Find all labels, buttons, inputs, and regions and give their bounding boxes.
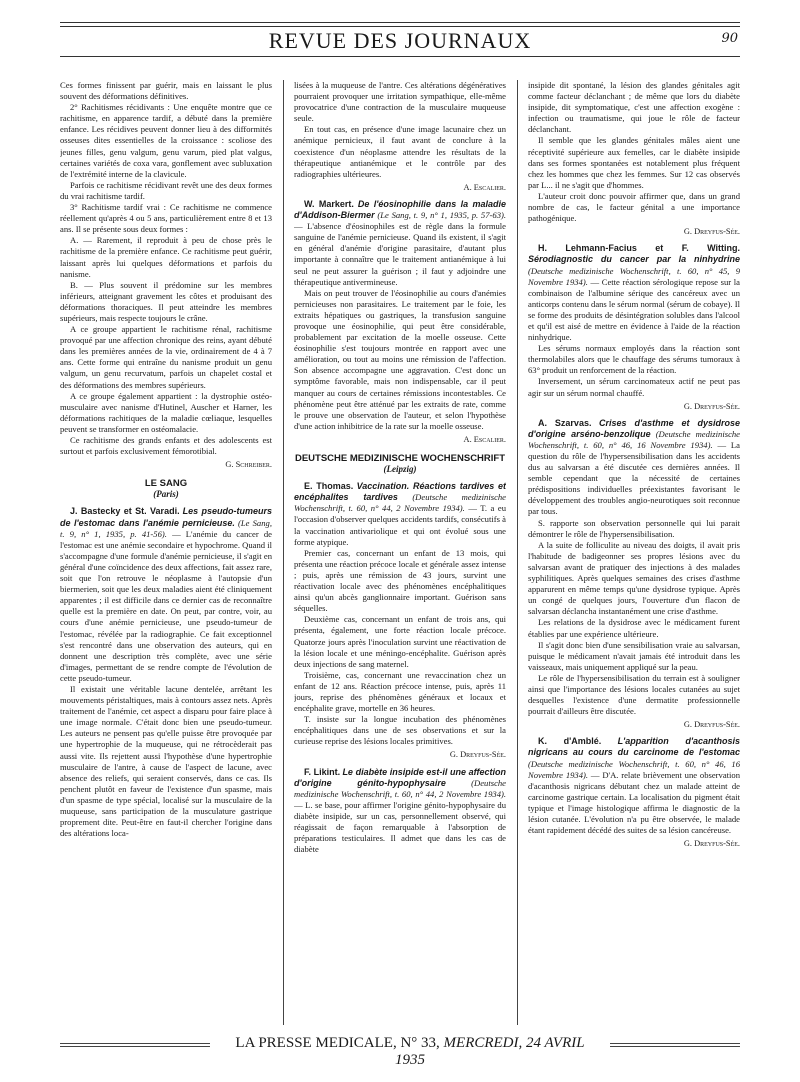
article (294, 767, 506, 856)
article-authors: K. d'Amblé. (538, 736, 602, 747)
paragraph: T. insiste sur la longue incubation des phénomènes encéphalitiques dans une de ses observations et sur la curieuse reprise des lésions locales primitives. (294, 714, 506, 747)
article-title: Les pseudo-tumeurs de l'estomac dans l'anémie pernicieuse. (60, 506, 272, 528)
masthead-rule (60, 22, 740, 23)
column-1 (60, 80, 272, 1025)
masthead-rule (60, 56, 740, 57)
footer-rule (60, 1043, 210, 1044)
footer-issue: N° 33, (400, 1035, 440, 1051)
article-authors: A. Szarvas. (538, 417, 592, 428)
column-divider (283, 80, 284, 1025)
article-source: (Deutsche medizinische Wochenschrift, t. 60, n° 45, 9 Novembre 1934). (528, 265, 740, 287)
article (294, 199, 506, 288)
paragraph: insipide dit spontané, la lésion des glandes génitales agit comme facteur déclanchant ; de même que lors du diabète insipide, dit symptomatique, c'est une affection exogène : infection ou traumatisme, qui joue le rôle de facteur déclanchant. (528, 80, 740, 135)
paragraph: Il existait une véritable lacune dentelée, arrêtant les mouvements péristaltiques, mais à contours assez nets. Après traitement de l'anémie, cet aspect a disparu pour faire place à une image normale. C'était donc bien une pseudo-tumeur. Les auteurs ne pensent pas qu'elle puisse être provoquée par une hypertrophie de la muqueuse, qui ne rétrocèderait pas aussi vite. Ils rejettent aussi l'hypothèse d'une hypertrophie musculaire de l'antre, à cause de l'aspect de lacune, avec absence des reliefs, qui seraient conservés, dans ce cas. Ils penchent plutôt en faveur de l'existence d'un spasme, mais d'un spasme de type spécial, localisé sur la musculaire de la muqueuse, sans participation de la musculature gastrique proprement dite. Peut-être en faut-il chercher l'origine dans des altérations loca- (60, 683, 272, 839)
article-authors: F. Likint. (304, 766, 341, 777)
paragraph: Les relations de la dysidrose avec le médicament furent établies par une expérience ultérieure. (528, 617, 740, 639)
column-2 (294, 80, 506, 1025)
signature: G. Dreyfus-Sée. (683, 401, 740, 411)
signature: G. Dreyfus-Sée. (449, 750, 506, 760)
paragraph: A la suite de folliculite au niveau des doigts, il avait pris l'habitude de badigeonner ses propres lésions avec du salvarsan avant de pratiquer des injections à des malades syphilitiques. Après quelques semaines des crises d'asthme apparurent en même temps qu'une dysidrose typique. Après un congé de quelques jours, l'ouverture d'un flacon de salvarsan déclancha instantanément une crise d'asthme. (528, 539, 740, 617)
footer-date: 24 AVRIL 1935 (395, 1035, 585, 1068)
article-source: (Le Sang, t. 9, n° 1, 1935, p. 41-56). (60, 517, 272, 539)
article (528, 418, 740, 518)
paragraph: Le rôle de l'hypersensibilisation du terrain est à souligner ainsi que l'importance des lésions locales cutanées au sujet desquelles l'existence d'une dermatite professionnelle pourrait d'ailleurs être discutée. (528, 672, 740, 717)
column-divider (517, 80, 518, 1025)
article-source: (Deutsche medizinische Wochenschrift, t. 60, n° 46, 16 Novembre 1934). (528, 428, 740, 450)
article-body: — Cette réaction sérologique repose sur la combinaison de l'albumine sérique des cancéreux avec un anticorps contenu dans le sérum normal (sérum de cobaye). Il se forme des produits de désintégration solubles dans l'alcool et qu'il est aisé de mettre en évidence à l'aide de la réaction ninhydrique. (528, 276, 740, 343)
signature: G. Dreyfus-Sée. (683, 227, 740, 237)
paragraph: Il s'agit donc bien d'une sensibilisation vraie au salvarsan, puisque le médicament n'avait jamais été introduit dans les vaisseaux, mais uniquement appliqué sur la peau. (528, 639, 740, 672)
section-heading: DEUTSCHE MEDIZINISCHE WOCHENSCHRIFT (294, 453, 506, 464)
paragraph: Ce rachitisme des grands enfants et des adolescents est surtout et parfois exclusivement fémorotibial. (60, 435, 272, 457)
page-number: 90 (721, 31, 738, 46)
paragraph: A ce groupe appartient le rachitisme rénal, rachitisme provoqué par une affection chronique des reins, ayant débuté dans les premières années de la vie, ordinairement de 4 à 7 ans. Cette forme qui entraîne du nanisme produit un genu valgum, un genu recurvatum, parfois un chapelet costal et des déformations des membres supérieurs. (60, 324, 272, 390)
article-body: — D'A. relate brièvement une observation d'acanthosis nigricans débutant chez un malade atteint de carcinome gastrique certain. La localisation du pigment était typique et l'image histologique affirma le diagnostic de la lésion cutanée. L'évolution n'a pu être observée, le malade étant rapidement décédé des suites de sa lésion cancéreuse. (528, 769, 740, 836)
footer-text: LA PRESSE MEDICALE, N° 33, MERCREDI, 24 AVRIL 1935 (235, 1035, 585, 1068)
paragraph: B. — Plus souvent il prédomine sur les membres inférieurs, atteignant gravement les côtes et produisant des déformations thoraciques. Il peut atteindre les membres supérieurs, mais respecte toujours le crâne. (60, 279, 272, 323)
article-body: — La question du rôle de l'hypersensibilisation dans les accidents dus au salvarsan a été discutée ces dernières années. Il semble cependant que la nécessité de certaines prédispositions individuelles préexistantes favorisant le développement des troubles angio-neurotiques soit reconnue par tous. (528, 439, 740, 517)
article-title: De l'éosinophilie dans la maladie d'Addison-Biermer (294, 198, 506, 221)
article-source: (Deutsche medizinische Wochenschrift, t. 60, n° 44, 2 Novembre 1934). (294, 492, 506, 514)
article-title: L'apparition d'acanthosis nigricans au cours du carcinome de l'estomac (528, 736, 740, 758)
signature: G. Dreyfus-Sée. (683, 839, 740, 849)
article-body: — L. se base, pour affirmer l'origine génito-hypophysaire du diabète insipide, sur un cas, personnellement observé, qui réagissait de façon remarquable à l'absorption de préparations testiculaires. Il admet que dans les cas de diabète (294, 799, 506, 855)
article-title: Sérodiagnostic du cancer par la ninhydrine (528, 254, 740, 265)
section-subheading: (Paris) (153, 489, 179, 500)
article-authors: W. Markert. (304, 198, 354, 209)
section-subheading: (Leipzig) (383, 464, 417, 475)
paragraph: A ce groupe également appartient : la dystrophie ostéo-musculaire avec nanisme d'Hutinel, Auscher et Harner, les déformations rachitiques de la maladie cœliaque, lesquelles peuvent se transformer en ostéomalacie. (60, 390, 272, 434)
footer-rule (610, 1046, 740, 1047)
article-title: Le diabète insipide est-il une affection d'origine génito-hypophysaire (294, 766, 506, 788)
paragraph: En tout cas, en présence d'une image lacunaire chez un anémique pernicieux, il faut avant de conclure à la coexistence d'un néoplasme attendre les résultats de la thérapeutique antianémique et le contrôle par des radiographies ultérieures. (294, 124, 506, 179)
paragraph: 2° Rachitismes récidivants : Une enquête montre que ce rachitisme, en apparence tardif, a débuté dans la première enfance. Les récidives peuvent donner lieu à des difformités osseuses dites essentielles de la croissance : scoliose des jeunes filles, genu valgum, genu varum, pied plat valgus, certaines variétés de coxa vara, gonflement avec subluxation de l'extrémité interne de la clavicule. (60, 102, 272, 179)
article-authors: H. Lehmann-Facius et F. Witting. (538, 243, 740, 254)
signature: G. Dreyfus-Sée. (683, 720, 740, 730)
paragraph: Deuxième cas, concernant un enfant de trois ans, qui présenta, également, une forte réaction locale précoce. Quatorze jours après l'inoculation survint une réactivation de la lésion locale et une méningo-encéphalite. Guérison après deux injections de sang maternel. (294, 614, 506, 669)
article-title: Vaccination. Réactions tardives et encéphalites tardives (294, 481, 506, 503)
article-authors: J. Bastecky et St. Varadi. (70, 506, 180, 517)
section-heading: LE SANG (144, 478, 188, 490)
paragraph: A. — Rarement, il reproduit à peu de chose près le rachitisme de la première enfance. Ce rachitisme peut guérir, laissant après lui quelques déformations et parfois du nanisme. (60, 235, 272, 279)
paragraph: 3° Rachitisme tardif vrai : Ce rachitisme ne commence réellement qu'après 4 ou 5 ans, particulièrement entre 8 et 13 ans. Il se présente sous deux formes : (60, 202, 272, 235)
article-source: (Deutsche medizinische Wochenschrift, t. 60, n° 46, 16 Novembre 1934). (528, 758, 740, 780)
paragraph: Premier cas, concernant un enfant de 13 mois, qui présenta une réaction précoce locale et générale assez intense ; puis, après une rémission de 43 jours, survint une réactivation locale avec des phénomènes encéphalitiques ainsi qu'un abcès ganglionnaire important. Guérison sans séquelles. (294, 547, 506, 614)
masthead-rule (60, 26, 740, 27)
article (528, 243, 740, 343)
paragraph: Parfois ce rachitisme récidivant revêt une des deux formes du vrai rachitisme tardif. (60, 179, 272, 201)
footer-day: MERCREDI, (443, 1035, 523, 1051)
article (528, 736, 740, 836)
paragraph: Mais on peut trouver de l'éosinophilie au cours d'anémies pernicieuses non parasitaires. Le traitement par le foie, les extraits hépatiques ou gastriques, la transfusion sanguine provoque une éosinophilie, qui peut être considérable, probablement par excitation de la moelle osseuse. Cette éosinophilie s'est toujours montrée en rapport avec une amélioration, ou tout au moins une rémission de l'affection. Son absence accompagne une aggravation. C'est donc un symptôme favorable, mais non indispensable, car il peut manquer au cours de certaines rémissions incontestables. Ce phénomène peut être atténué par les extraits de rate, comme le prouve une observation de l'auteur, et selon l'hypothèse d'une action inhibitrice de la rate sur la moelle osseuse. (294, 287, 506, 431)
signature: A. Escalier. (463, 182, 506, 192)
column-3 (528, 80, 740, 1025)
paragraph: S. rapporte son observation personnelle qui lui parait démontrer le rôle de l'hypersensibilisation. (528, 517, 740, 539)
page-footer (60, 1033, 740, 1068)
article-title: Crises d'asthme et dysidrose d'origine arséno-benzolique (528, 417, 740, 439)
paragraph: Il semble que les glandes génitales mâles aient une réceptivité supérieure aux femelles, car le diabète insipide dans ses formes spontanées est notablement plus fréquent chez les hommes que chez les femmes. Sur 12 cas observés par L... il ne s'agit que d'hommes. (528, 135, 740, 190)
paragraph: lisées à la muqueuse de l'antre. Ces altérations dégénératives pourraient provoquer une irritation sympathique, elle-même provocatrice d'une contraction de la musculaire muqueuse seule. (294, 80, 506, 124)
article-authors: E. Thomas. (304, 481, 354, 492)
signature: A. Escalier. (463, 434, 506, 444)
signature: G. Schreiber. (225, 460, 272, 470)
article-source: (Deutsche medizinische Wochenschrift, t. 60, n° 44, 2 Novembre 1934). (294, 777, 506, 799)
paragraph: Inversement, un sérum carcinomateux actif ne peut pas agir sur un sérum normal chauffé. (528, 376, 740, 398)
footer-journal: LA PRESSE MEDICALE (235, 1035, 393, 1051)
article-body: — L'absence d'éosinophiles est de règle dans la formule sanguine de l'anémie pernicieuse. Quand ils existent, il s'agit en général d'anémie d'origine parasitaire, d'autant plus importante à connaître que le traitement antianémique à lui seul ne peut assurer la guérison ; il faut y adjoindre une thérapeutique antivermineuse. (294, 221, 506, 287)
footer-rule (60, 1046, 210, 1047)
article (294, 481, 506, 548)
paragraph: Ces formes finissent par guérir, mais en laissant le plus souvent des déformations définitives. (60, 80, 272, 102)
article-source: (Le Sang, t. 9, n° 1, 1935, p. 57-63). (377, 210, 506, 221)
paragraph: L'auteur croit donc pouvoir affirmer que, dans un grand nombre de cas, le facteur génital a une importance pathogénique. (528, 190, 740, 224)
article (60, 506, 272, 684)
paragraph: Les sérums normaux employés dans la réaction sont thermolabiles alors que le chauffage des sérums tumoraux à 63° produit un renforcement de la réaction. (528, 343, 740, 376)
paragraph: Troisième, cas, concernant une revaccination chez un enfant de 12 ans. Réaction précoce intense, puis, après 11 jours, reprise des phénomènes généraux et locaux et encéphalite grave, mortelle en 36 heures. (294, 669, 506, 714)
page-title: REVUE DES JOURNAUX (268, 28, 532, 53)
article-body: — L'anémie du cancer de l'estomac est une anémie secondaire et hypochrome. Quand il s'accompagne d'une formule d'anémie pernicieuse, il s'agit en général d'une coïncidence des deux affections, fait assez rare, soit que l'on retrouve le néoplasme à l'autopsie d'un biermerien, soit que les deux maladies aient été cliniquement apparentes ; il est difficile dans ce dernier cas de reconnaître quelle est la première en date. On peut, par contre, voir, au cours d'une anémie pernicieuse, une pseudo-tumeur de l'estomac, révélée par la radiographie. Ce fait exceptionnel s'est rencontré dans une observation des auteurs, qui en donnent une description très complète, avec une série d'images, permettant de se rendre compte de l'évolution de cette pseudo-tumeur. (60, 528, 272, 683)
footer-rule (610, 1043, 740, 1044)
masthead (60, 22, 740, 58)
article-body: — T. a eu l'occasion d'observer quelques accidents tardifs, consécutifs à la vaccination antivariolique et qui ont évolué sous une forme atypique. (294, 503, 506, 547)
